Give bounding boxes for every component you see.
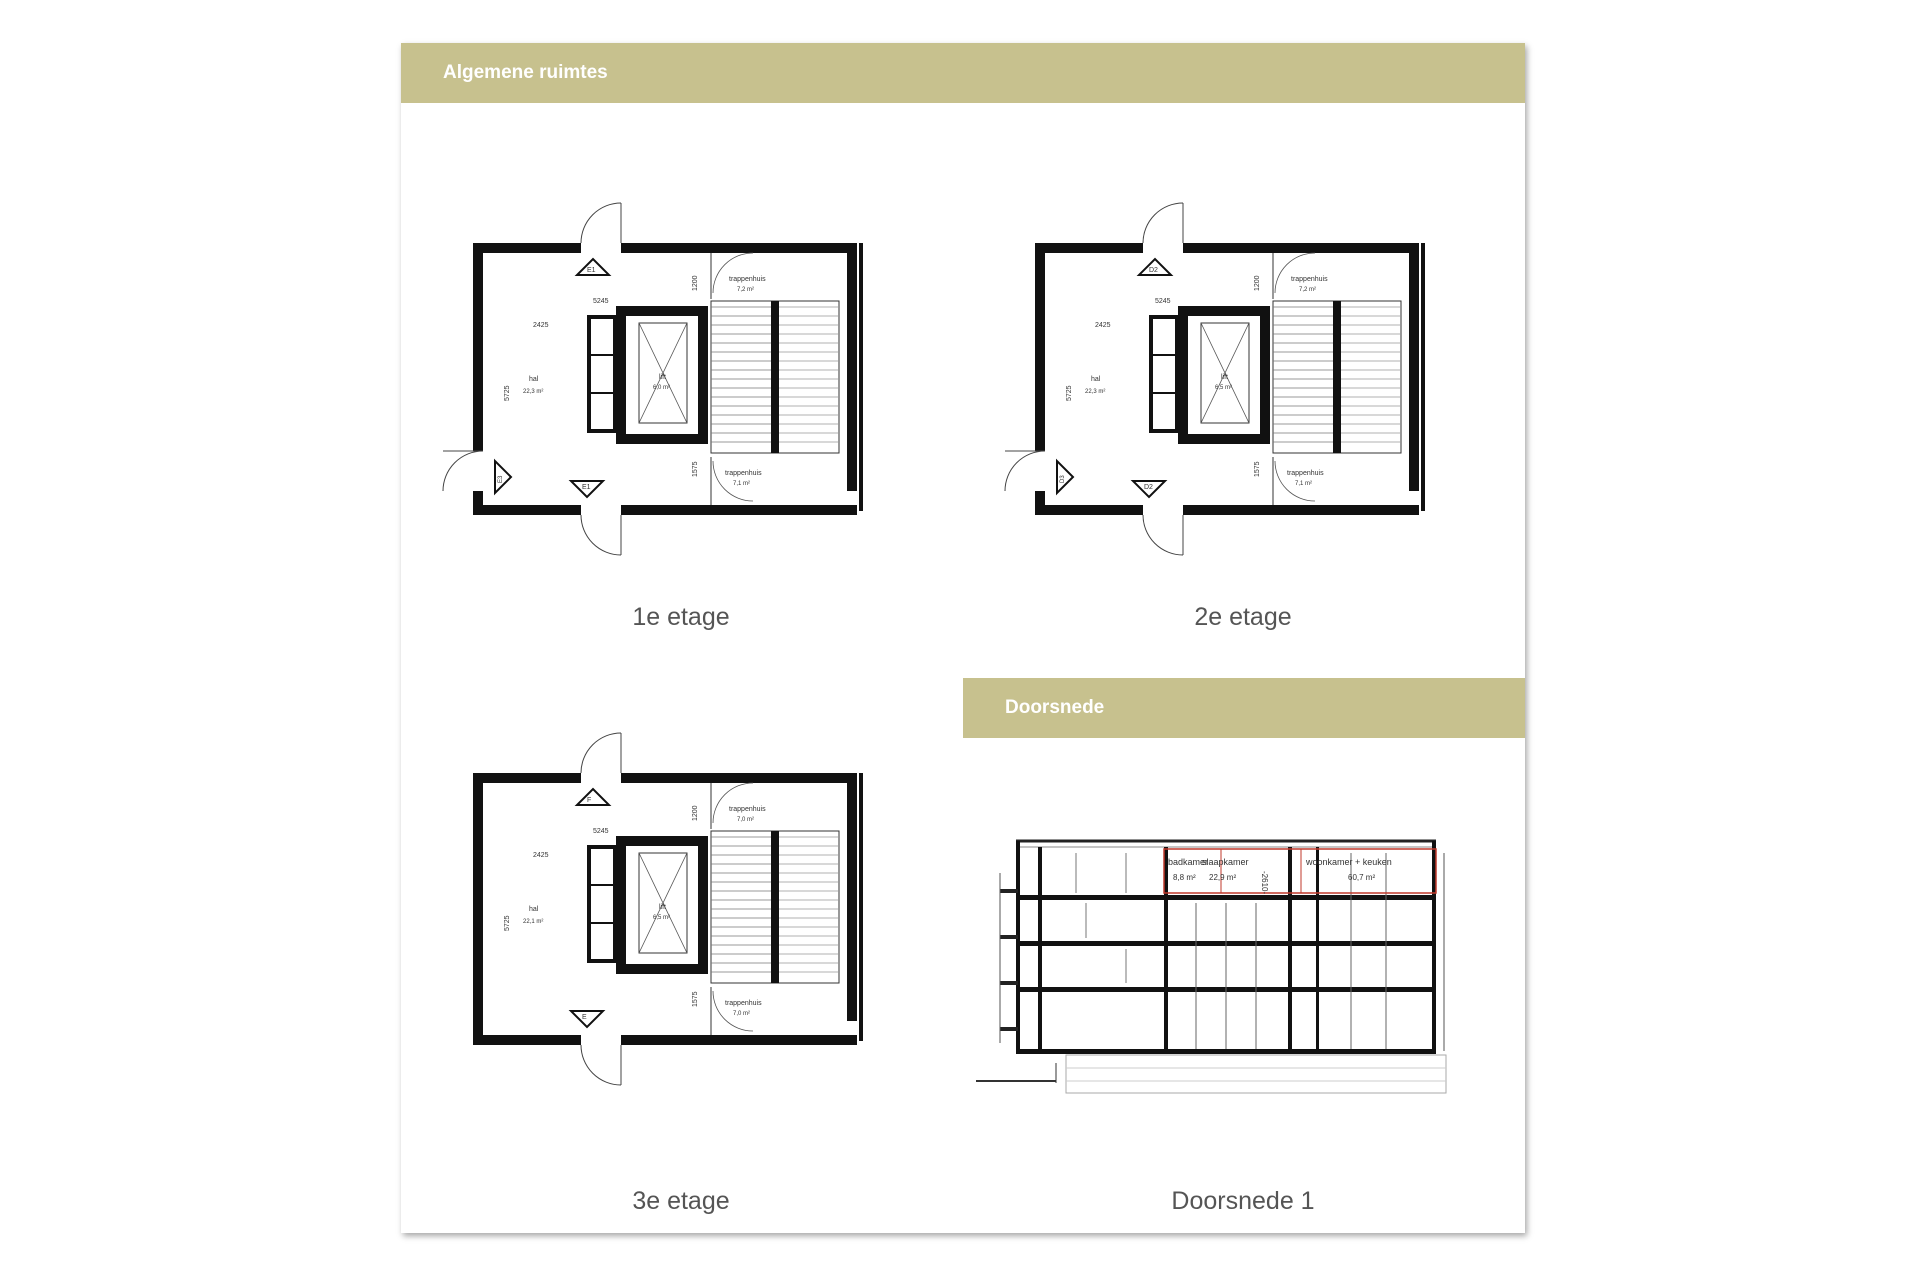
caption-doorsnede-1: Doorsnede 1 xyxy=(1171,1187,1315,1215)
stair-core xyxy=(771,831,779,983)
room-woonkamer-area: 60,7 m² xyxy=(1348,873,1376,882)
wall-right xyxy=(847,243,857,491)
wall-left xyxy=(473,773,483,1045)
stair-label-bottom: trappenhuis xyxy=(1287,470,1324,477)
dim-top: 1200 xyxy=(692,805,699,821)
wall-top-left xyxy=(473,243,581,253)
door-opening-left xyxy=(1035,451,1045,491)
caption-3e-etage: 3e etage xyxy=(632,1187,730,1215)
dim-left: 2425 xyxy=(1095,322,1111,329)
wall-top-right xyxy=(621,773,857,783)
dim-top: 1200 xyxy=(692,275,699,291)
floor-plan-3 xyxy=(461,661,901,1071)
stair-label-top: trappenhuis xyxy=(1291,276,1328,283)
hall-label: hal xyxy=(1091,376,1101,383)
section-title: Doorsnede xyxy=(1005,697,1105,718)
wall-bottom-left xyxy=(473,505,581,515)
floor-plan-1 xyxy=(461,131,901,541)
door-swing-top xyxy=(581,203,621,243)
dim-width: 5245 xyxy=(1155,298,1171,305)
floor-plan-2 xyxy=(1023,131,1463,541)
room-badkamer-area: 8,8 m² xyxy=(1173,873,1196,882)
dim-height: 5725 xyxy=(1066,385,1073,401)
stair-core xyxy=(1333,301,1341,453)
cupboard xyxy=(589,317,615,431)
dim-top: 1200 xyxy=(1254,275,1261,291)
stair-area-bottom: 7,1 m² xyxy=(733,481,751,487)
lift-label: lift xyxy=(659,904,666,911)
cross-section-drawing xyxy=(976,823,1456,1123)
wall-top-left xyxy=(1035,243,1143,253)
dim-bottom: 1575 xyxy=(692,461,699,477)
stair-core xyxy=(771,301,779,453)
tag-top: F xyxy=(587,797,592,804)
hall-label: hal xyxy=(529,376,539,383)
wall-top-right xyxy=(1183,243,1419,253)
wall-bottom-left xyxy=(1035,505,1143,515)
tag-bottom: E xyxy=(582,1014,587,1021)
tag-side: E3 xyxy=(498,475,504,483)
lift-area: 6,0 m² xyxy=(653,385,671,391)
dim-left: 2425 xyxy=(533,852,549,859)
room-badkamer-name: badkamer xyxy=(1168,857,1209,867)
dim-width: 5245 xyxy=(593,828,609,835)
stair-area-bottom: 7,0 m² xyxy=(733,1011,751,1017)
stair-area-top: 7,2 m² xyxy=(1299,287,1317,293)
wall-top-left xyxy=(473,773,581,783)
lift-label: lift xyxy=(1221,374,1228,381)
caption-2e-etage: 2e etage xyxy=(1194,603,1292,631)
tag-triangle-bottom xyxy=(571,1011,603,1027)
cupboard xyxy=(1151,317,1177,431)
tag-top: E1 xyxy=(587,267,596,274)
lift-label: lift xyxy=(659,374,666,381)
wall-bottom-right xyxy=(1183,505,1419,515)
wall-bottom-left xyxy=(473,1035,581,1045)
lift-area: 6,5 m² xyxy=(653,915,671,921)
header-bar xyxy=(401,43,1525,103)
stair-label-top: trappenhuis xyxy=(729,276,766,283)
wall-right-outer xyxy=(859,243,863,511)
door-opening-left xyxy=(473,451,483,491)
stair-label-top: trappenhuis xyxy=(729,806,766,813)
wall-right xyxy=(1409,243,1419,491)
door-swing-top xyxy=(581,733,621,773)
tag-bottom: D2 xyxy=(1144,484,1153,491)
door-swing-bottom xyxy=(581,1045,621,1085)
cupboard xyxy=(589,847,615,961)
hall-area: 22,3 m² xyxy=(1085,389,1106,395)
tag-triangle-top xyxy=(577,789,609,805)
tag-top: D2 xyxy=(1149,267,1158,274)
tag-bottom: E1 xyxy=(582,484,591,491)
wall-top-right xyxy=(621,243,857,253)
hall-area: 22,1 m² xyxy=(523,919,544,925)
door-swing-top xyxy=(1143,203,1183,243)
door-swing-bottom xyxy=(1143,515,1183,555)
stair-area-top: 7,2 m² xyxy=(737,287,755,293)
stair-label-bottom: trappenhuis xyxy=(725,470,762,477)
dim-bottom: 1575 xyxy=(692,991,699,1007)
stair-area-bottom: 7,1 m² xyxy=(1295,481,1313,487)
tag-side: D3 xyxy=(1060,475,1066,483)
stair-label-bottom: trappenhuis xyxy=(725,1000,762,1007)
stair-area-top: 7,0 m² xyxy=(737,817,755,823)
room-slaapkamer-name: slaapkamer xyxy=(1202,857,1249,867)
wall-bottom-right xyxy=(621,505,857,515)
lift-area: 6,5 m² xyxy=(1215,385,1233,391)
hall-area: 22,3 m² xyxy=(523,389,544,395)
section-header-bar xyxy=(963,678,1525,738)
wall-right xyxy=(847,773,857,1021)
floorplan-sheet xyxy=(401,43,1525,1233)
caption-1e-etage: 1e etage xyxy=(632,603,730,631)
wall-right-outer xyxy=(1421,243,1425,511)
wall-bottom-right xyxy=(621,1035,857,1045)
dim-left: 2425 xyxy=(533,322,549,329)
wall-right-outer xyxy=(859,773,863,1041)
door-swing-bottom xyxy=(581,515,621,555)
room-slaapkamer-area: 22,9 m² xyxy=(1209,873,1237,882)
section-level-mark: -2610- xyxy=(1260,871,1269,895)
hall-label: hal xyxy=(529,906,539,913)
dim-height: 5725 xyxy=(504,385,511,401)
dim-width: 5245 xyxy=(593,298,609,305)
dim-height: 5725 xyxy=(504,915,511,931)
room-woonkamer-name: woonkamer + keuken xyxy=(1306,857,1392,867)
dim-bottom: 1575 xyxy=(1254,461,1261,477)
sheet-title: Algemene ruimtes xyxy=(443,62,608,83)
